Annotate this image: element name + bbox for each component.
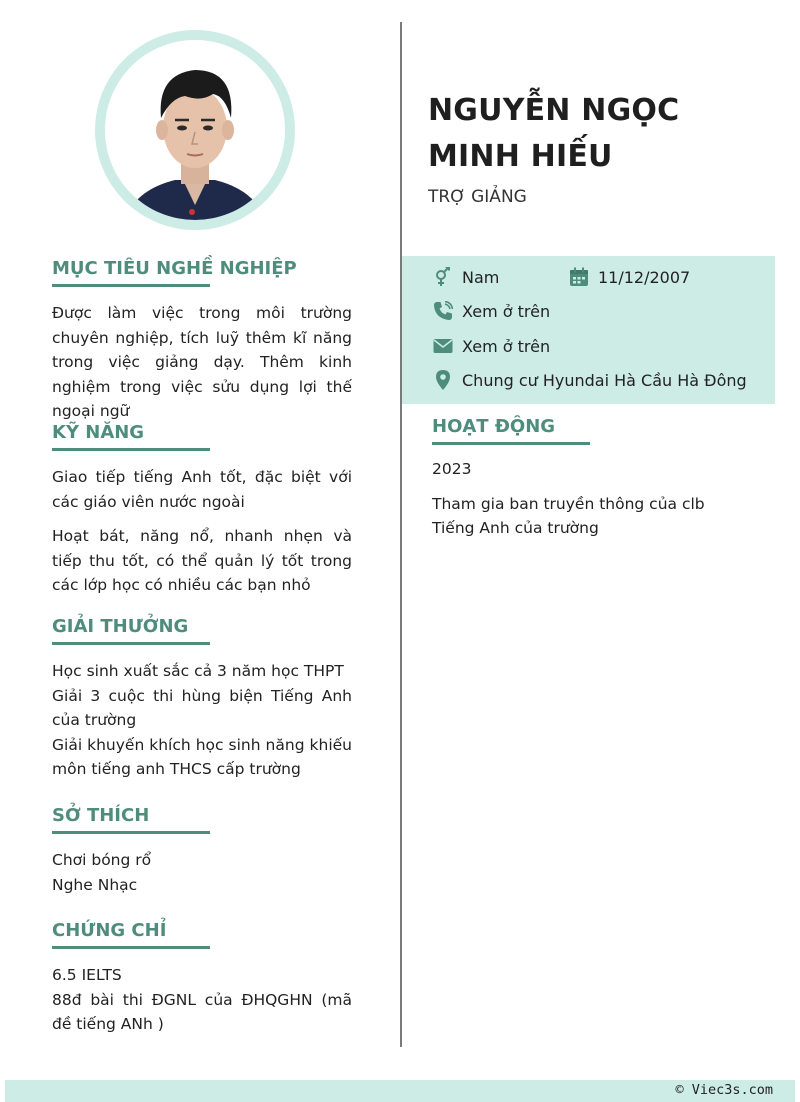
calendar-icon bbox=[568, 266, 590, 288]
certificates-title: CHỨNG CHỈ bbox=[52, 920, 167, 941]
skills-underline bbox=[52, 448, 210, 451]
candidate-name: NGUYỄN NGỌC MINH HIẾU bbox=[428, 93, 680, 174]
avatar-photo bbox=[105, 40, 285, 220]
objective-underline bbox=[52, 284, 210, 287]
candidate-role: TRỢ GIẢNG bbox=[428, 187, 527, 207]
contact-email bbox=[432, 335, 550, 357]
hobbies-underline bbox=[52, 831, 210, 834]
activities-underline bbox=[432, 442, 590, 445]
address-value: Chung cư Hyundai Hà Cầu Hà Đông bbox=[462, 370, 747, 390]
certificates-section bbox=[52, 920, 352, 1037]
skills-title: KỸ NĂNG bbox=[52, 422, 145, 443]
hobbies-section bbox=[52, 805, 352, 897]
phone-value: Xem ở trên bbox=[462, 301, 551, 321]
certificate-item: 88đ bài thi ĐGNL của ĐHQGHN (mã đề tiếng ANh ) bbox=[52, 990, 352, 1033]
awards-title: GIẢI THƯỞNG bbox=[52, 616, 189, 637]
footer-bar bbox=[5, 1080, 795, 1102]
awards-section bbox=[52, 616, 352, 782]
gender-value: Nam bbox=[462, 267, 500, 287]
email-value: Xem ở trên bbox=[462, 336, 551, 356]
hobby-item: Nghe Nhạc bbox=[52, 875, 138, 894]
award-item: Giải 3 cuộc thi hùng biện Tiếng Anh của trường bbox=[52, 686, 352, 729]
certificate-item: 6.5 IELTS bbox=[52, 966, 122, 984]
gender-icon bbox=[432, 266, 454, 288]
skill-item: Hoạt bát, năng nổ, nhanh nhẹn và tiếp thu tốt, có thể quản lý tốt trong các lớp học có nhiều các bạn nhỏ bbox=[52, 527, 352, 594]
skill-item: Giao tiếp tiếng Anh tốt, đặc biệt với các giáo viên nước ngoài bbox=[52, 468, 352, 511]
activities-title: HOẠT ĐỘNG bbox=[432, 416, 556, 437]
dob-value: 11/12/2007 bbox=[598, 267, 691, 287]
certificates-underline bbox=[52, 946, 210, 949]
contact-address bbox=[432, 369, 747, 391]
contact-gender bbox=[432, 266, 499, 288]
hobbies-title: SỞ THÍCH bbox=[52, 805, 150, 826]
contact-dob bbox=[568, 266, 690, 288]
activity-text: Tham gia ban truyền thông của clb Tiếng Anh của trường bbox=[432, 494, 705, 537]
footer-credit: © Viec3s.com bbox=[675, 1082, 773, 1098]
award-item: Giải khuyến khích học sinh năng khiếu môn tiếng anh THCS cấp trường bbox=[52, 735, 352, 778]
award-item: Học sinh xuất sắc cả 3 năm học THPT bbox=[52, 662, 344, 680]
awards-underline bbox=[52, 642, 210, 645]
avatar bbox=[95, 30, 295, 230]
contact-phone bbox=[432, 300, 550, 322]
activity-year: 2023 bbox=[432, 460, 472, 478]
objective-title: MỤC TIÊU NGHỀ NGHIỆP bbox=[52, 258, 297, 279]
column-divider bbox=[400, 22, 402, 1047]
contact-panel bbox=[402, 256, 775, 404]
hobby-item: Chơi bóng rổ bbox=[52, 851, 152, 869]
envelope-icon bbox=[432, 335, 454, 357]
skills-section bbox=[52, 422, 352, 598]
phone-icon bbox=[432, 300, 454, 322]
objective-section bbox=[52, 258, 352, 424]
activities-section bbox=[432, 416, 752, 541]
objective-text: Được làm việc trong môi trường chuyên nghiệp, tích luỹ thêm kĩ năng trong việc giảng dạy. Thêm kinh nghiệm trong việc sửu dụng lợi thế ngoại ngữ bbox=[52, 304, 352, 420]
map-pin-icon bbox=[432, 369, 454, 391]
